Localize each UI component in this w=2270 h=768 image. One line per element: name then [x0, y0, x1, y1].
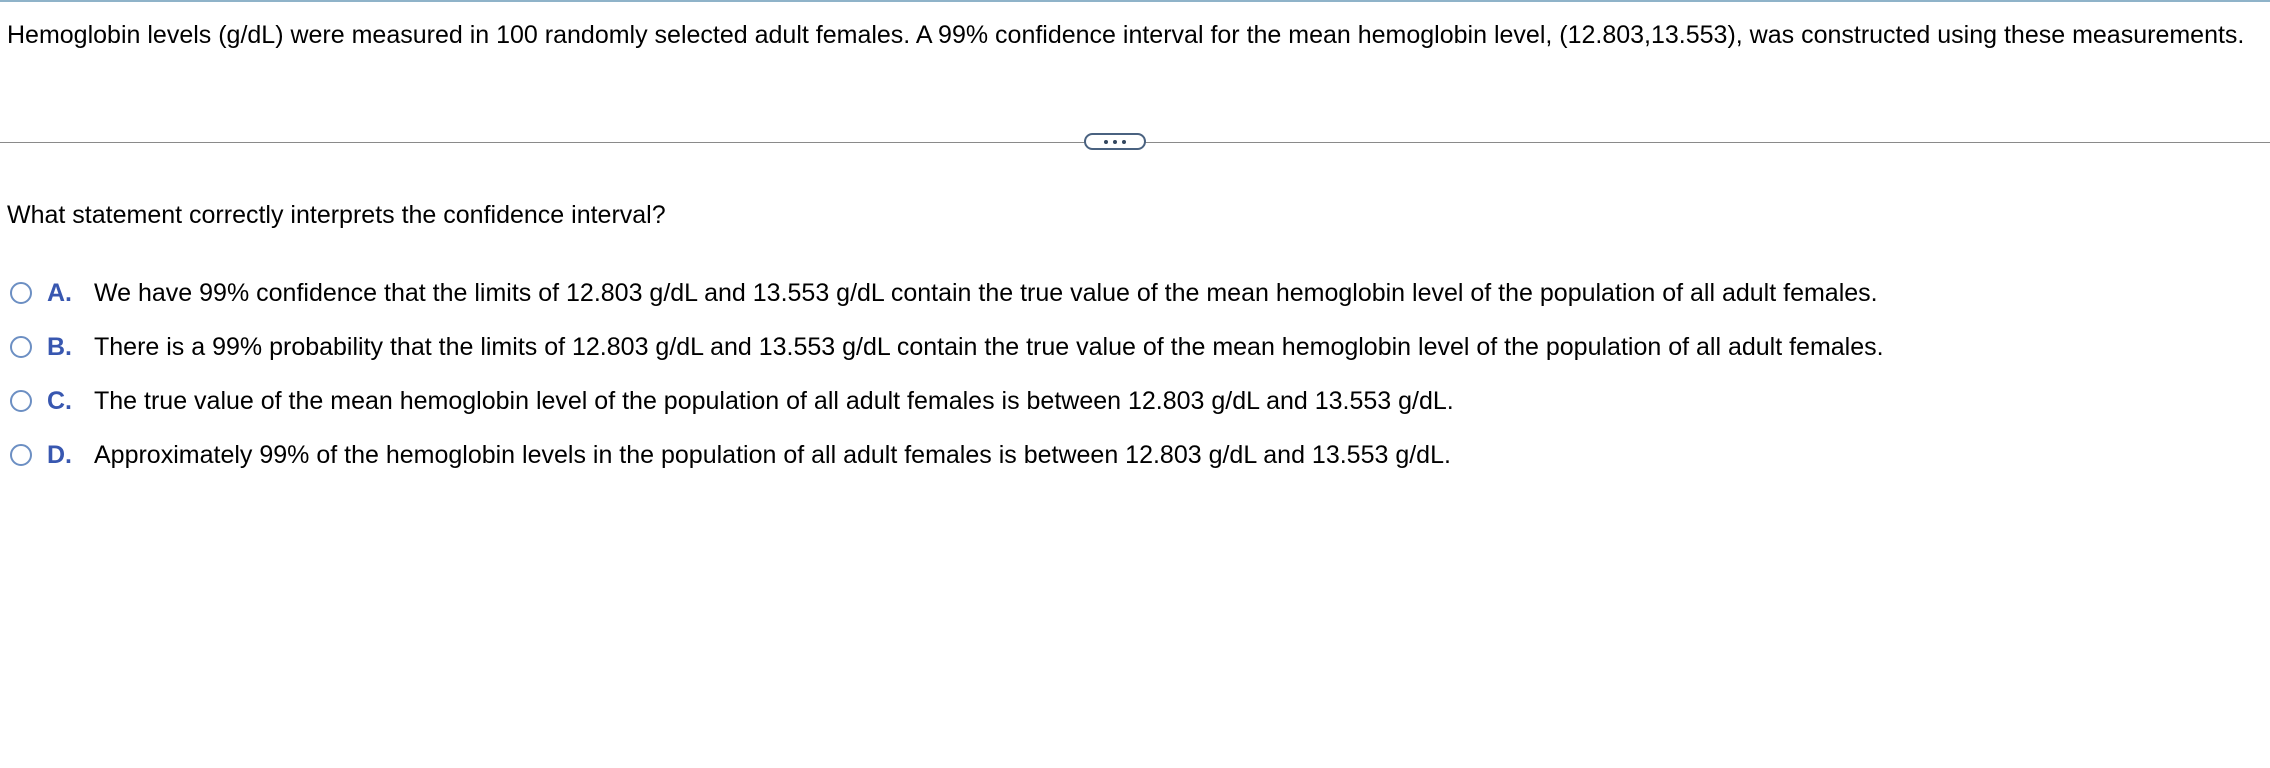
- radio-button-b[interactable]: [10, 336, 32, 358]
- option-text: We have 99% confidence that the limits of 12.803 g/dL and 13.553 g/dL contain the true value of the mean hemoglobin level of the population of all adult females.: [94, 278, 1878, 307]
- radio-button-a[interactable]: [10, 282, 32, 304]
- option-letter: A.: [47, 278, 72, 307]
- option-letter: C.: [47, 386, 72, 415]
- option-b[interactable]: [10, 329, 1884, 365]
- expand-more-button[interactable]: [1084, 133, 1146, 150]
- option-letter: D.: [47, 440, 72, 469]
- option-a[interactable]: [10, 275, 1878, 311]
- option-letter: B.: [47, 332, 72, 361]
- option-text: The true value of the mean hemoglobin level of the population of all adult females is between 12.803 g/dL and 13.553 g/dL.: [94, 386, 1454, 415]
- radio-button-c[interactable]: [10, 390, 32, 412]
- radio-button-d[interactable]: [10, 444, 32, 466]
- option-text: There is a 99% probability that the limits of 12.803 g/dL and 13.553 g/dL contain the true value of the mean hemoglobin level of the population of all adult females.: [94, 332, 1884, 361]
- option-text: Approximately 99% of the hemoglobin levels in the population of all adult females is between 12.803 g/dL and 13.553 g/dL.: [94, 440, 1451, 469]
- option-d[interactable]: [10, 437, 1451, 473]
- question-prompt: What statement correctly interprets the confidence interval?: [7, 201, 666, 229]
- ellipsis-icon: [1104, 140, 1126, 144]
- top-border: [0, 0, 2270, 2]
- question-stem: Hemoglobin levels (g/dL) were measured in 100 randomly selected adult females. A 99% confidence interval for the mean hemoglobin level, (12.803,13.553), was constructed using these measurements.: [7, 21, 2245, 49]
- option-c[interactable]: [10, 383, 1454, 419]
